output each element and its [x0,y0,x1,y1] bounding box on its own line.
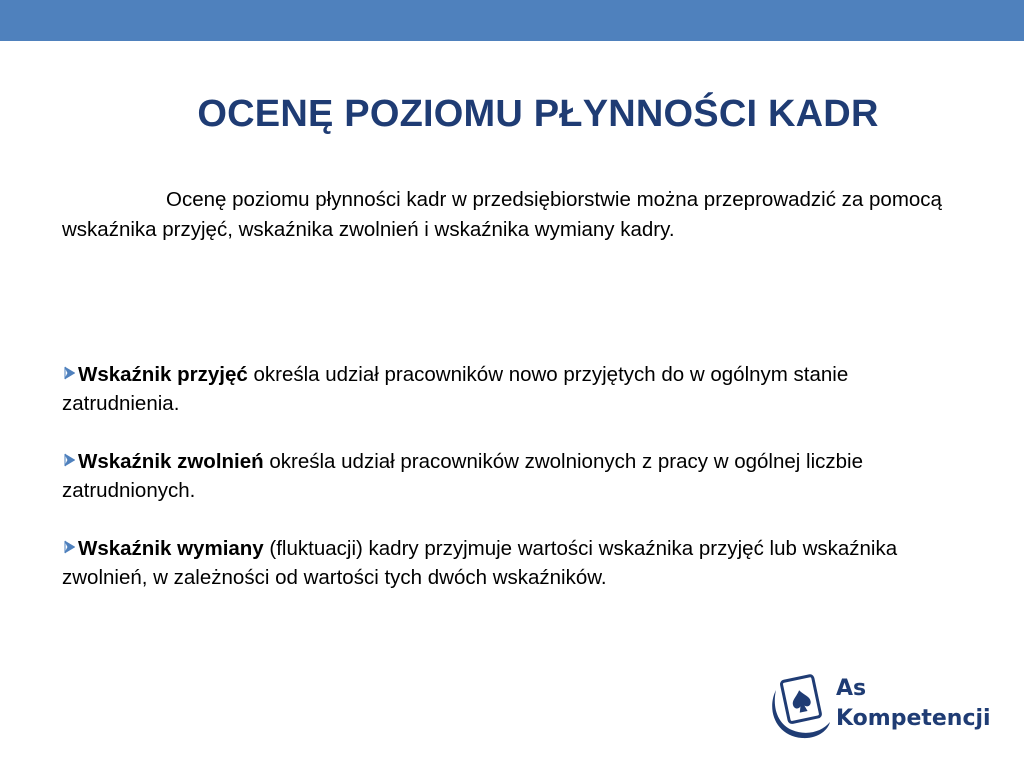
top-bar [0,0,1024,41]
logo-line-1: As [836,676,867,701]
as-kompetencji-logo [768,670,994,742]
bullet-text: określa udział pracowników nowo przyjętych do w ogólnym stanie zatrudnienia. [62,363,849,415]
bullet-term: Wskaźnik wymiany [78,537,264,560]
bullet-text: określa udział pracowników zwolnionych z pracy w ogólnej liczbie zatrudnionych. [62,450,864,502]
arrow-bullet-icon [62,540,76,554]
bullet-item-przyjec [62,360,962,418]
logo-line-2: Kompetencji [836,706,991,731]
bullet-term: Wskaźnik zwolnień [78,450,264,473]
bullet-term: Wskaźnik przyjęć [78,363,248,386]
intro-paragraph: Ocenę poziomu płynności kadr w przedsiębiorstwie można przeprowadzić za pomocą wskaźnika przyjęć, wskaźnika zwolnień i wskaźnika wymiany kadry. [62,188,942,241]
spade-card-icon [768,670,832,742]
arrow-bullet-icon [62,453,76,467]
bullet-item-wymiany [62,534,962,592]
bullet-item-zwolnien [62,447,962,505]
logo-text [836,674,991,734]
slide-title: OCENĘ POZIOMU PŁYNNOŚCI KADR [197,93,879,135]
arrow-bullet-icon [62,366,76,380]
bullet-text: (fluktuacji) kadry przyjmuje wartości wskaźnika przyjęć lub wskaźnika zwolnień, w zależności od wartości tych dwóch wskaźników. [62,537,898,589]
bullet-list [62,360,962,621]
